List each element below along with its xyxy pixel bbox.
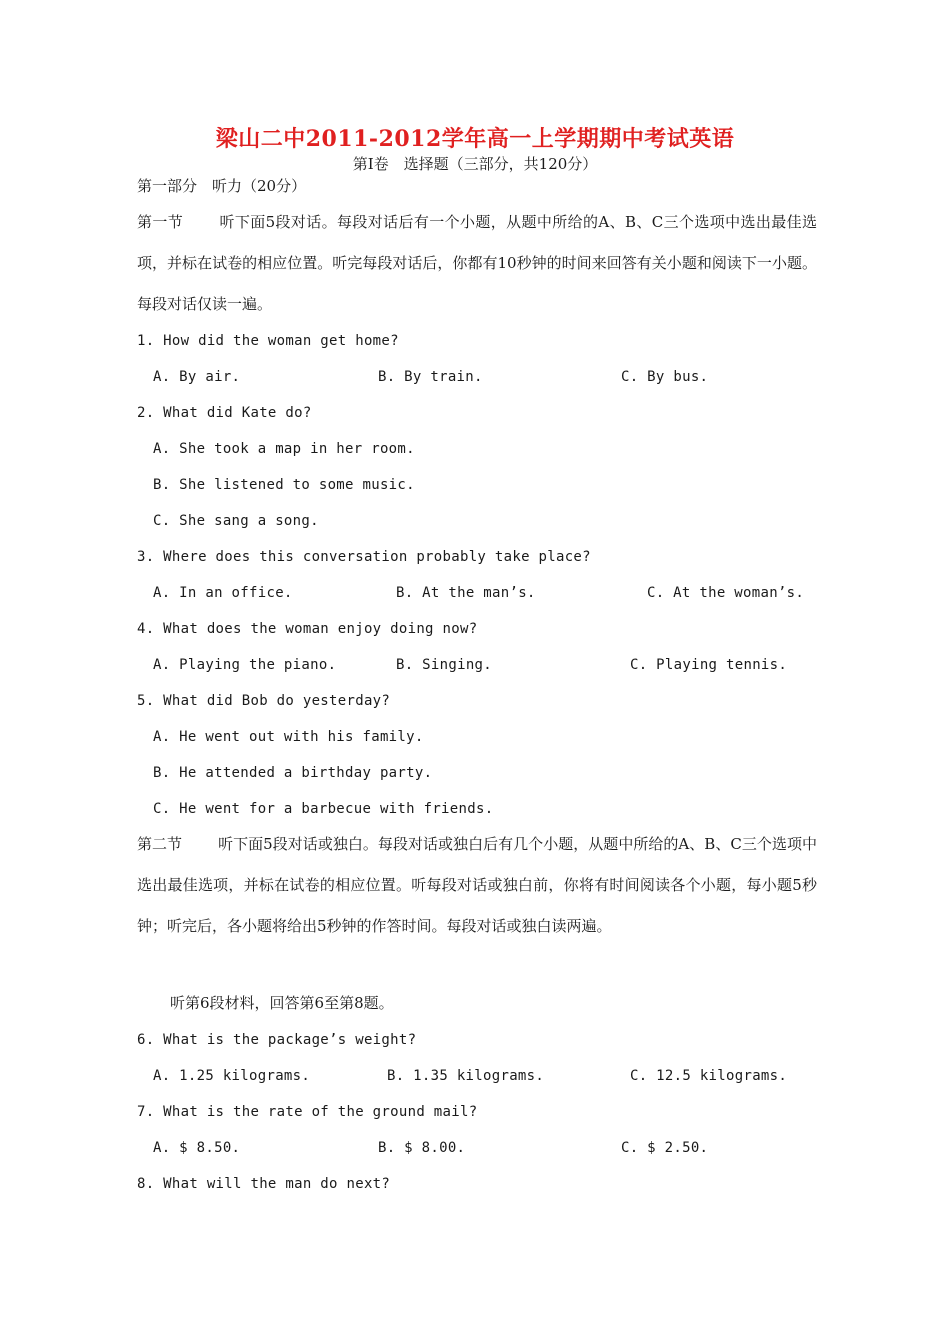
question-5: 5. What did Bob do yesterday? [137,693,391,709]
question-6-option-b: B. 1.35 kilograms. [387,1068,545,1084]
exam-subtitle: 第Ⅰ卷 选择题（三部分，共120分） [352,155,598,173]
question-6: 6. What is the package’s weight? [137,1032,417,1048]
part1-heading: 第一部分 听力（20分） [137,177,307,195]
section1-label: 第一节 [137,213,184,231]
question-5-option-a: A. He went out with his family. [153,729,424,745]
question-6-option-a: A. 1.25 kilograms. [153,1068,311,1084]
question-5-option-c: C. He went for a barbecue with friends. [153,801,494,817]
question-7-option-b: B. $ 8.00. [378,1140,466,1156]
question-2-option-a: A. She took a map in her room. [153,441,415,457]
question-2-option-c: C. She sang a song. [153,513,319,529]
section2-text: 听下面5段对话或独白。每段对话或独白后有几个小题，从题中所给的A、B、C三个选项中选出最佳选项，并标在试卷的相应位置。听每段对话或独白前，你将有时间阅读各个小题，每小题5秒钟；听完后，各小题将给出5秒钟的作答时间。每段对话或独白读两遍。 [137,835,817,935]
question-1-option-a: A. By air. [153,369,241,385]
question-7: 7. What is the rate of the ground mail? [137,1104,478,1120]
question-6-option-c: C. 12.5 kilograms. [630,1068,788,1084]
question-7-option-a: A. $ 8.50. [153,1140,241,1156]
question-7-option-c: C. $ 2.50. [621,1140,709,1156]
section1-text: 听下面5段对话。每段对话后有一个小题，从题中所给的A、B、C三个选项中选出最佳选项，并标在试卷的相应位置。听完每段对话后，你都有10秒钟的时间来回答有关小题和阅读下一小题。每段对话仅读一遍。 [137,213,817,313]
question-3-option-c: C. At the woman’s. [647,585,805,601]
question-2-option-b: B. She listened to some music. [153,477,415,493]
question-3-option-b: B. At the man’s. [396,585,536,601]
section2-instructions [137,824,817,947]
material-6-note: 听第6段材料，回答第6至第8题。 [170,994,394,1012]
question-4: 4. What does the woman enjoy doing now? [137,621,478,637]
section2-label: 第二节 [137,835,183,853]
question-1: 1. How did the woman get home? [137,333,399,349]
question-2: 2. What did Kate do? [137,405,312,421]
question-3-option-a: A. In an office. [153,585,293,601]
question-8: 8. What will the man do next? [137,1176,391,1192]
question-3: 3. Where does this conversation probably take place? [137,549,591,565]
question-4-option-a: A. Playing the piano. [153,657,337,673]
exam-title: 梁山二中2011-2012学年高一上学期期中考试英语 [215,126,735,152]
question-1-option-c: C. By bus. [621,369,709,385]
question-4-option-c: C. Playing tennis. [630,657,788,673]
question-1-option-b: B. By train. [378,369,483,385]
question-5-option-b: B. He attended a birthday party. [153,765,433,781]
section1-instructions [137,202,817,325]
question-4-option-b: B. Singing. [396,657,493,673]
